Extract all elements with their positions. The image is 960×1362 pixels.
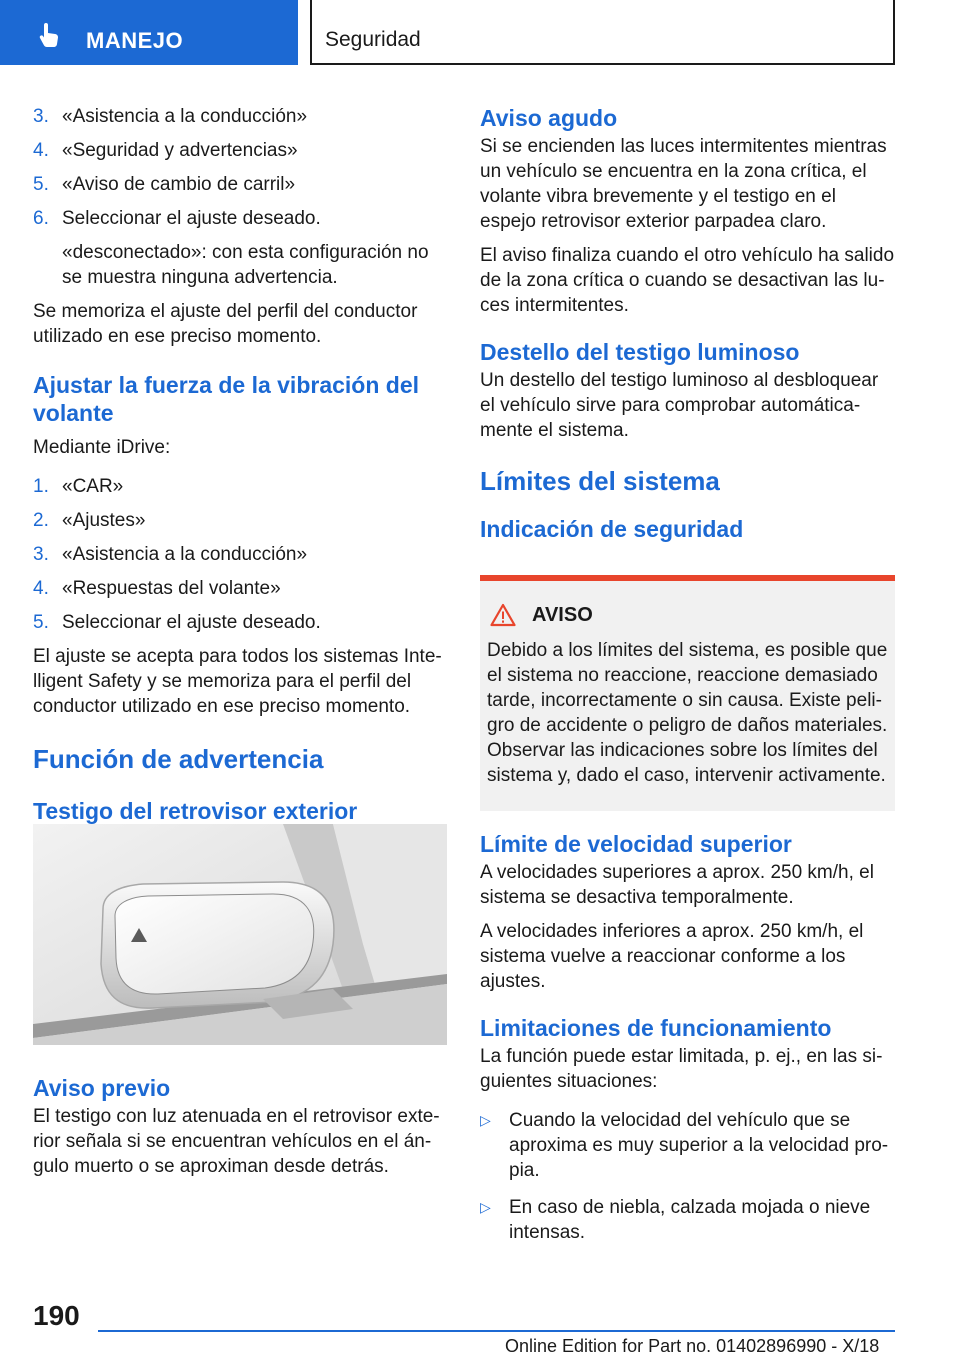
list-item: ▷ Cuando la velocidad del vehículo que se aproxima es muy superior a la velocidad propia. xyxy=(480,1110,889,1181)
triangle-bullet-icon: ▷ xyxy=(480,1199,491,1215)
left-column-bottom xyxy=(33,1074,447,1188)
warning-box xyxy=(480,575,895,811)
edition-text: Online Edition for Part no. 01402896990 - X/18 xyxy=(505,1336,880,1356)
heading-pre-warning: Aviso previo xyxy=(33,1075,171,1101)
paragraph: El aviso finaliza cuando el otro vehículo ha salido de la zona crítica o cuando se desactivan las luces intermitentes. xyxy=(480,245,895,316)
paragraph: Se memoriza el ajuste del perfil del conductor utilizado en ese preciso momento. xyxy=(33,301,418,347)
heading-acute-warning: Aviso agudo xyxy=(480,105,618,131)
paragraph: A velocidades inferiores a aprox. 250 km/h, el sistema vuelve a reaccionar conforme a los ajustes. xyxy=(480,921,864,992)
warning-header xyxy=(490,603,593,627)
list-item: 5. «Aviso de cambio de carril» xyxy=(33,174,296,195)
heading-mirror-indicator: Testigo del retrovisor exterior xyxy=(33,798,358,824)
paragraph: El ajuste se acepta para todos los sistemas Intelligent Safety y se memoriza para el perfil del conductor utilizado en ese preciso momento. xyxy=(33,646,442,717)
list-item: 5. Seleccionar el ajuste deseado. xyxy=(33,612,321,633)
warning-text: Debido a los límites del sistema, es posible que el sistema no reaccione, reaccione demasiado tarde, incorrectamente o sin causa. Existe peligro de accidente o peligro de daños materiales. Observar las indicaciones sobre los límites del sistema y, dado el caso, intervenir activamente. xyxy=(487,640,888,786)
heading-speed-limit: Límite de velocidad superior xyxy=(480,831,792,857)
warning-label: AVISO xyxy=(532,603,593,626)
mirror-illustration xyxy=(33,824,447,1045)
right-column-bottom xyxy=(480,830,895,1257)
heading-flash: Destello del testigo luminoso xyxy=(480,339,800,365)
list-item: 1. «CAR» xyxy=(33,476,124,497)
heading-limitations: Limitaciones de funcionamiento xyxy=(480,1015,832,1041)
list-item: 6. Seleccionar el ajuste deseado. xyxy=(33,208,321,229)
steps-list-1 xyxy=(33,104,447,231)
paragraph: El testigo con luz atenuada en el retrovisor exterior señala si se encuentran vehículos en el ángulo muerto o se aproximan desde detrás. xyxy=(33,1106,440,1177)
step-note: «desconectado»: con esta configuración no se muestra ninguna advertencia. xyxy=(62,242,429,288)
paragraph: Si se encienden las luces intermitentes mientras un vehículo se encuentra en la zona crítica, el volante vibra brevemente y el testigo en el espejo retrovisor exterior parpadea claro. xyxy=(480,136,887,232)
section-label: MANEJO xyxy=(86,28,184,53)
list-item: ▷ En caso de niebla, calzada mojada o nieve intensas. xyxy=(480,1197,871,1243)
list-item: 4. «Seguridad y advertencias» xyxy=(33,140,298,161)
limitations-list xyxy=(480,1108,895,1245)
hand-pointer-icon xyxy=(34,20,64,50)
paragraph: Un destello del testigo luminoso al desbloquear el vehículo sirve para comprobar automáticamente el sistema. xyxy=(480,370,879,441)
right-column xyxy=(480,104,895,543)
paragraph: La función puede estar limitada, p. ej., en las siguientes situaciones: xyxy=(480,1046,883,1092)
page-title: Seguridad xyxy=(325,28,421,51)
section-tab xyxy=(0,0,298,65)
list-item: 3. «Asistencia a la conducción» xyxy=(33,544,308,565)
steps-list-2 xyxy=(33,474,447,635)
heading-vibration: Ajustar la fuerza de la vibración del volante xyxy=(33,372,420,426)
heading-system-limits: Límites del sistema xyxy=(480,466,720,496)
mirror-photo xyxy=(33,824,447,1045)
warning-triangle-icon xyxy=(490,603,516,627)
list-item: 2. «Ajustes» xyxy=(33,510,146,531)
header-rule xyxy=(310,63,895,65)
paragraph: Mediante iDrive: xyxy=(33,437,171,458)
list-item: 3. «Asistencia a la conducción» xyxy=(33,106,308,127)
list-item: 4. «Respuestas del volante» xyxy=(33,578,281,599)
header-right-border xyxy=(893,0,895,65)
header-divider xyxy=(310,0,312,65)
triangle-bullet-icon: ▷ xyxy=(480,1112,491,1128)
paragraph: A velocidades superiores a aprox. 250 km/h, el sistema se desactiva temporalmente. xyxy=(480,862,874,908)
heading-warning-function: Función de advertencia xyxy=(33,744,324,774)
left-column xyxy=(33,104,447,825)
page-number: 190 xyxy=(33,1300,80,1331)
heading-safety-note: Indicación de seguridad xyxy=(480,516,744,542)
footer-rule xyxy=(98,1330,895,1332)
